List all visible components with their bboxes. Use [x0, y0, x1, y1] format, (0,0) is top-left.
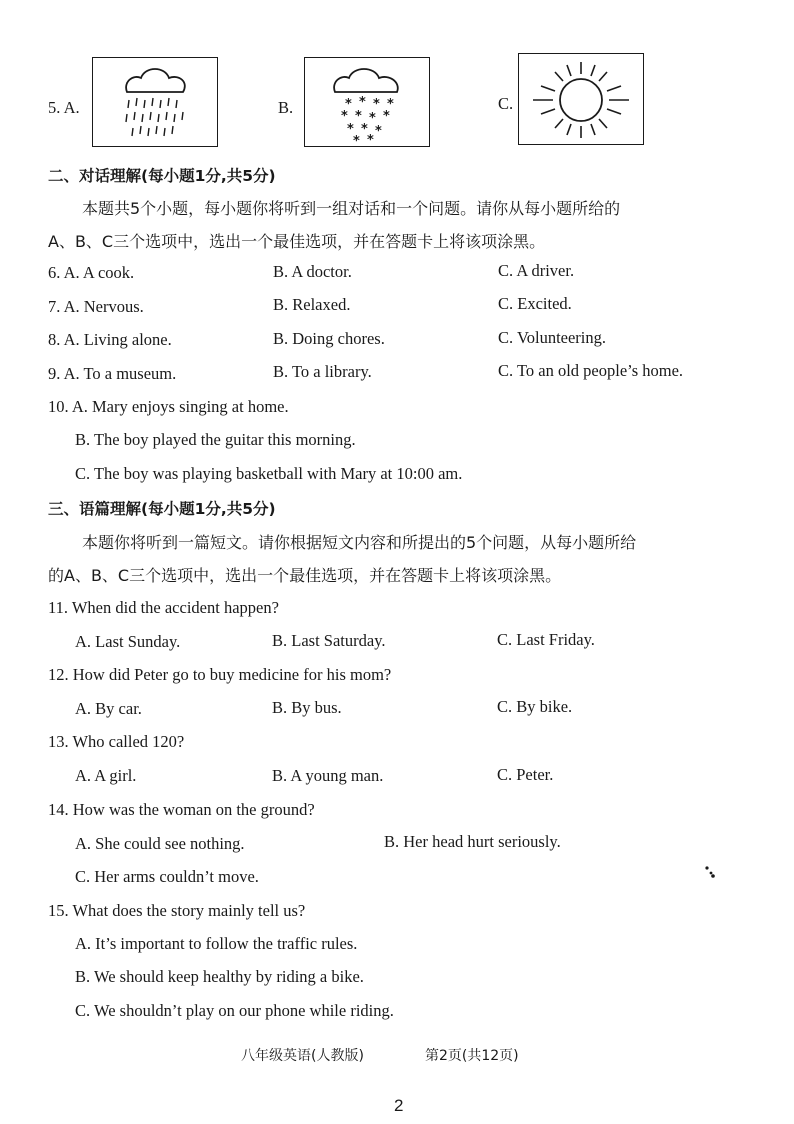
q9-option-b: B. To a library. [273, 362, 372, 381]
section2-heading: 二、对话理解(每小题1分,共5分) [48, 167, 276, 185]
option-c-picture [518, 53, 644, 145]
svg-text:*: * [383, 109, 390, 124]
q14-stem: 14. How was the woman on the ground? [48, 800, 315, 819]
q12-option-a: A. By car. [75, 699, 142, 718]
section2-intro-line1: 本题共5个小题，每小题你将听到一组对话和一个问题。请你从每小题所给的 [82, 199, 621, 218]
q13-option-c: C. Peter. [497, 765, 554, 784]
footer-subject: 八年级英语(人教版) [241, 1048, 364, 1064]
q13-option-b: B. A young man. [272, 766, 384, 785]
svg-text:*: * [369, 111, 376, 126]
option-a-picture [92, 57, 218, 147]
rain-cloud-icon [93, 58, 217, 146]
q5-number: 5. A. [48, 98, 80, 117]
q5-option-c-label: C. [498, 94, 514, 113]
q12-option-b: B. By bus. [272, 698, 342, 717]
svg-text:*: * [347, 122, 354, 137]
q10-option-c: C. The boy was playing basketball with Mary at 10:00 am. [75, 464, 463, 483]
scan-speck-mark [703, 864, 717, 880]
snow-cloud-icon [305, 58, 429, 146]
svg-text:*: * [387, 97, 394, 112]
q8-option-a: 8. A. Living alone. [48, 330, 172, 349]
q11-stem: 11. When did the accident happen? [48, 598, 279, 617]
section3-heading: 三、语篇理解(每小题1分,共5分) [48, 500, 276, 518]
svg-text:*: * [375, 124, 382, 139]
option-b-picture [304, 57, 430, 147]
svg-text:*: * [359, 95, 366, 110]
q14-option-a: A. She could see nothing. [75, 834, 245, 853]
q15-option-a: A. It’s important to follow the traffic rules. [75, 934, 358, 953]
q10-option-a: 10. A. Mary enjoys singing at home. [48, 397, 289, 416]
q9-option-c: C. To an old people’s home. [498, 361, 684, 380]
q11-option-c: C. Last Friday. [497, 630, 595, 649]
q15-option-b: B. We should keep healthy by riding a bike. [75, 967, 364, 986]
section3-intro-line2: 的A、B、C三个选项中，选出一个最佳选项，并在答题卡上将该项涂黑。 [48, 566, 562, 585]
svg-text:*: * [373, 97, 380, 112]
q12-option-c: C. By bike. [497, 697, 573, 716]
q7-option-c: C. Excited. [498, 294, 572, 313]
sun-icon [519, 54, 643, 144]
q9-option-a: 9. A. To a museum. [48, 364, 177, 383]
q6-option-b: B. A doctor. [273, 262, 352, 281]
q6-option-a: 6. A. A cook. [48, 263, 135, 282]
q13-option-a: A. A girl. [75, 766, 137, 785]
q7-option-a: 7. A. Nervous. [48, 297, 144, 316]
q15-stem: 15. What does the story mainly tell us? [48, 901, 306, 920]
page-number: 2 [394, 1096, 404, 1115]
section3-intro-line1: 本题你将听到一篇短文。请你根据短文内容和所提出的5个问题，从每小题所给 [82, 533, 637, 552]
q14-option-b: B. Her head hurt seriously. [384, 832, 561, 851]
svg-text:*: * [367, 133, 374, 146]
q7-option-b: B. Relaxed. [273, 295, 351, 314]
svg-text:*: * [361, 122, 368, 137]
q14-option-c: C. Her arms couldn’t move. [75, 867, 259, 886]
q5-option-b-label: B. [278, 98, 294, 117]
q11-option-b: B. Last Saturday. [272, 631, 386, 650]
footer-page-of: 第2页(共12页) [425, 1048, 519, 1064]
q6-option-c: C. A driver. [498, 261, 575, 280]
q13-stem: 13. Who called 120? [48, 732, 185, 751]
svg-text:*: * [353, 134, 360, 146]
section2-intro-line2: A、B、C三个选项中，选出一个最佳选项，并在答题卡上将该项涂黑。 [48, 232, 546, 251]
q10-option-b: B. The boy played the guitar this morning. [75, 430, 356, 449]
q8-option-c: C. Volunteering. [498, 328, 607, 347]
svg-text:*: * [341, 109, 348, 124]
q15-option-c: C. We shouldn’t play on our phone while riding. [75, 1001, 394, 1020]
q12-stem: 12. How did Peter go to buy medicine for his mom? [48, 665, 392, 684]
svg-text:*: * [355, 109, 362, 124]
q8-option-b: B. Doing chores. [273, 329, 385, 348]
q11-option-a: A. Last Sunday. [75, 632, 181, 651]
svg-text:*: * [345, 97, 352, 112]
